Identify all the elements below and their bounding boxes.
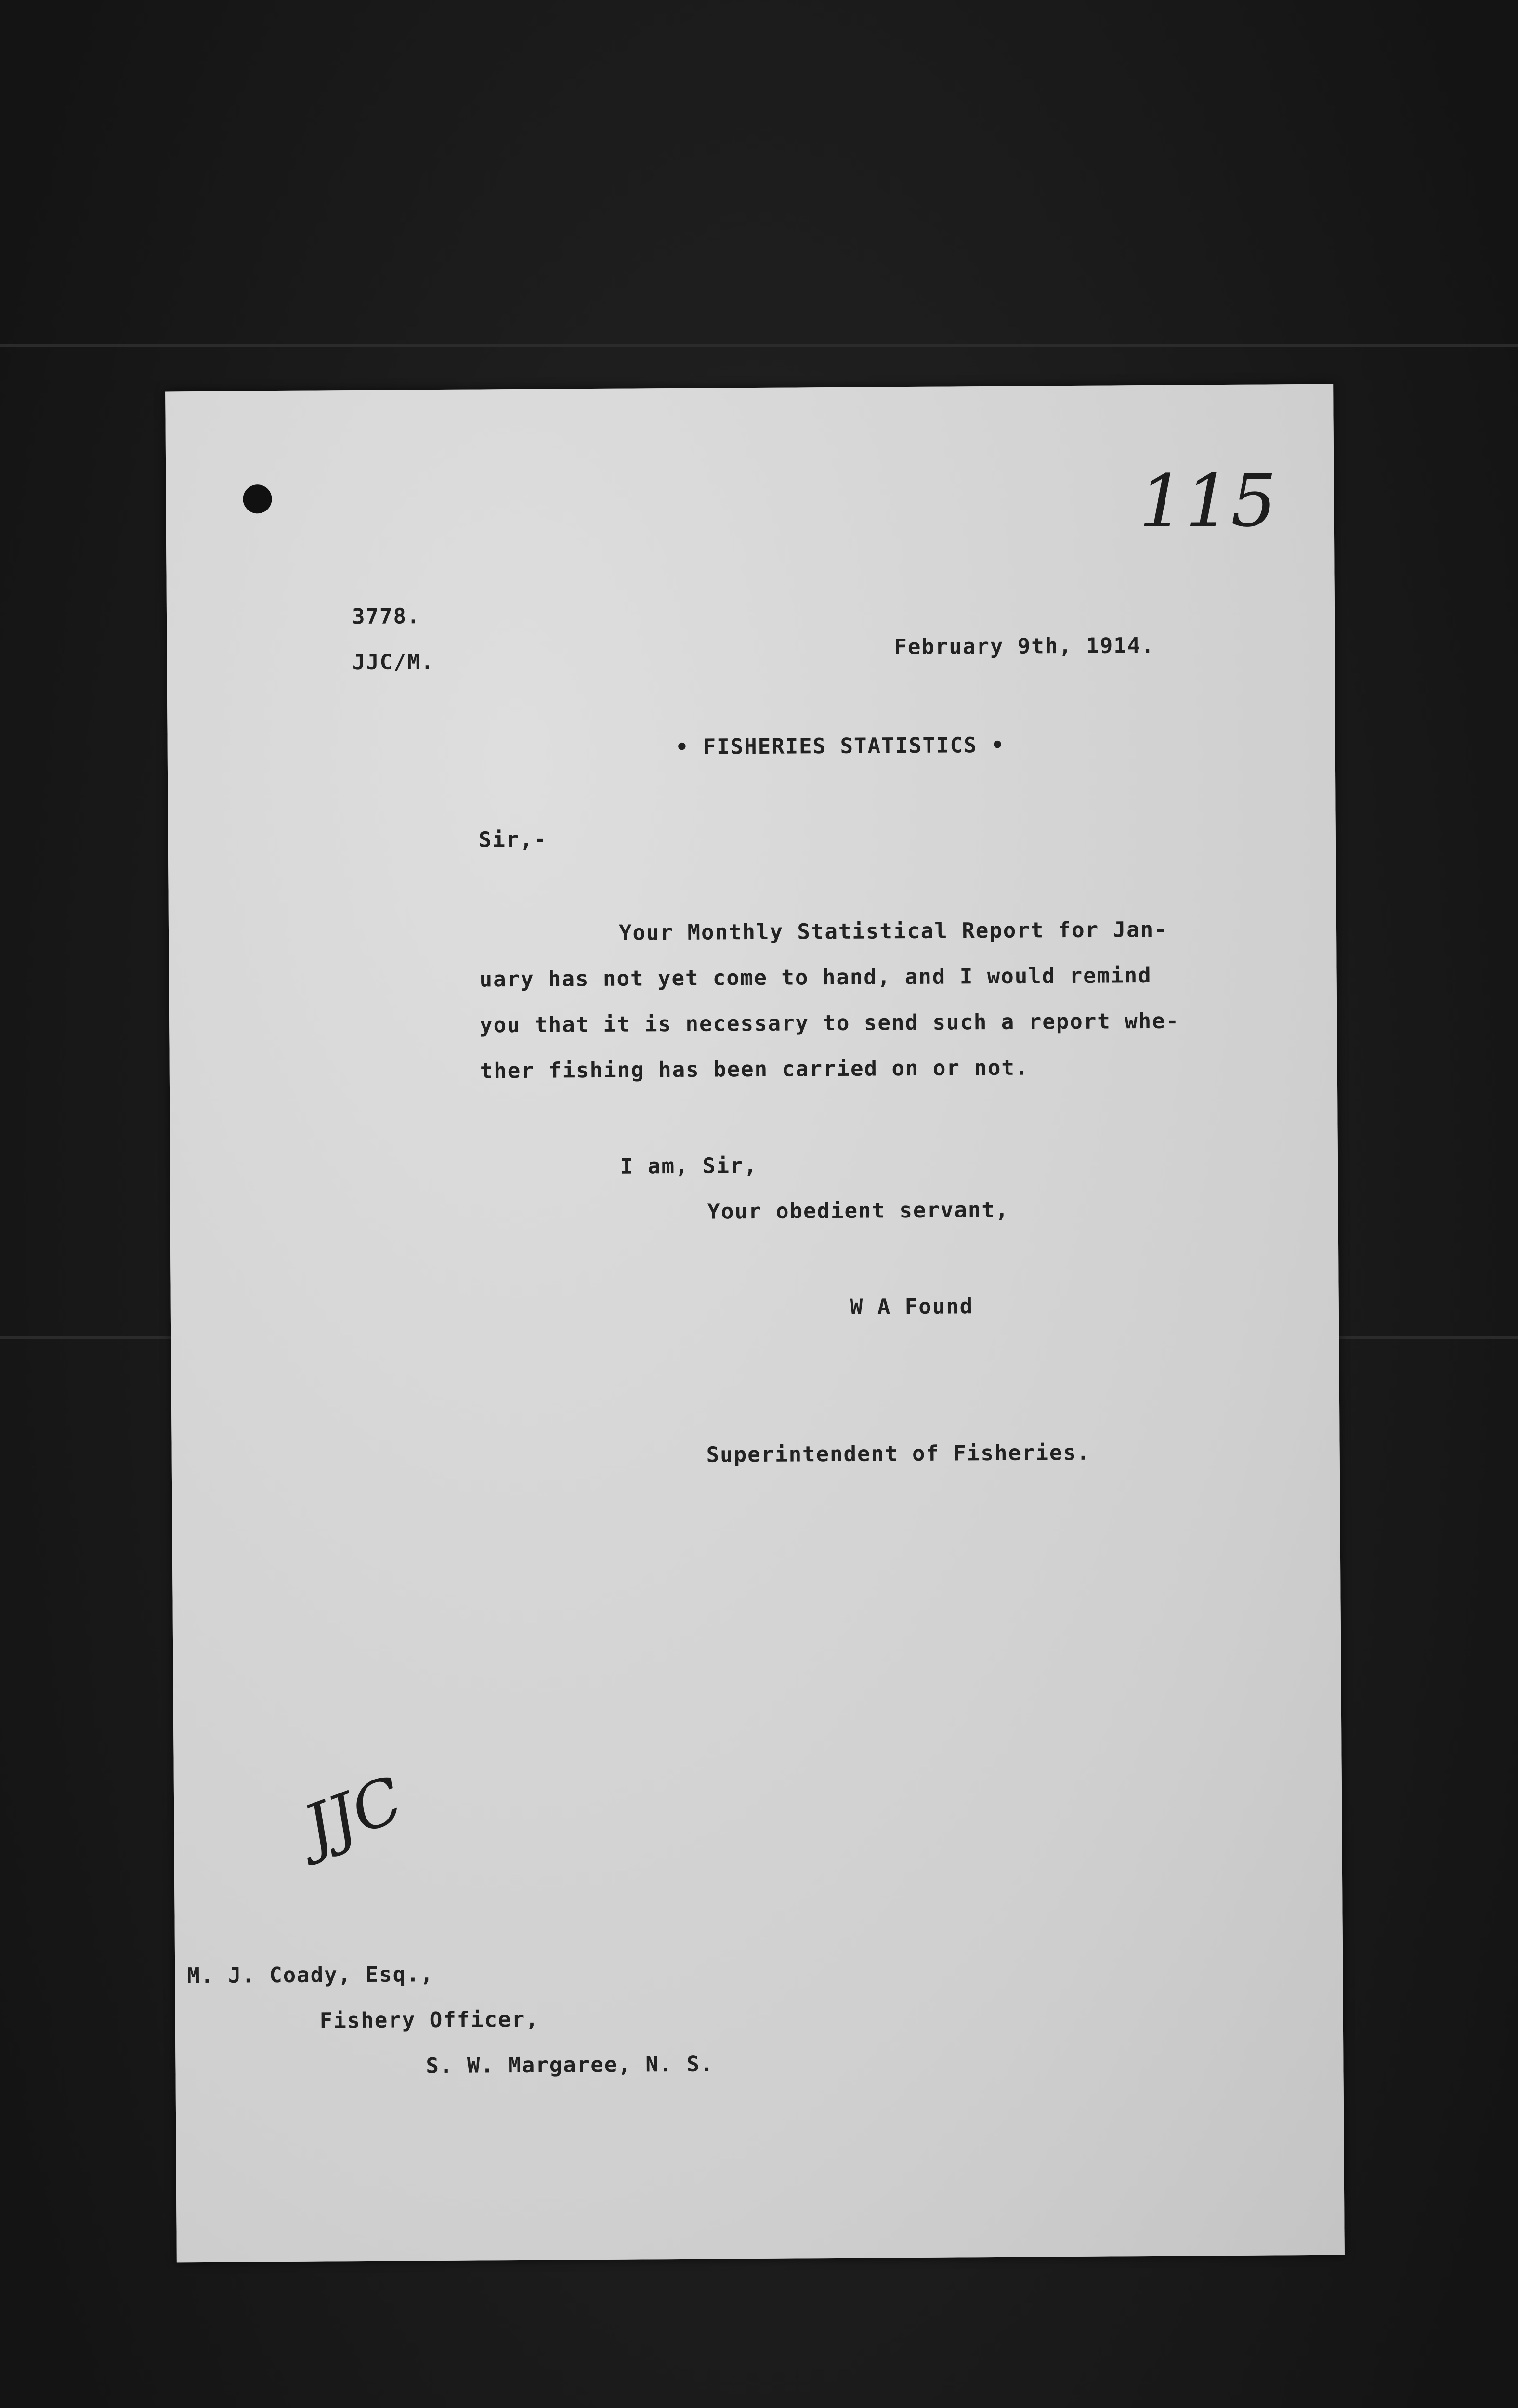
recipient-line: M. J. Coady, Esq., bbox=[187, 1962, 434, 1989]
handwritten-initials: JJC bbox=[294, 1762, 412, 1865]
salutation: Sir,- bbox=[478, 827, 548, 852]
letter-date: February 9th, 1914. bbox=[894, 633, 1155, 660]
folio-number: 115 bbox=[1138, 459, 1277, 544]
file-reference: 3778. bbox=[352, 604, 421, 629]
body-line: uary has not yet come to hand, and I would remind bbox=[479, 963, 1152, 992]
signature: W A Found bbox=[850, 1294, 974, 1320]
closing-line: I am, Sir, bbox=[620, 1153, 758, 1179]
body-line: you that it is necessary to send such a report whe- bbox=[480, 1008, 1180, 1038]
punch-hole bbox=[243, 484, 272, 513]
closing-line: Your obedient servant, bbox=[707, 1197, 1009, 1224]
film-frame-line-top bbox=[0, 344, 1518, 347]
signer-title: Superintendent of Fisheries. bbox=[706, 1440, 1091, 1467]
letter-page bbox=[165, 384, 1345, 2263]
letter-subject: • FISHERIES STATISTICS • bbox=[675, 733, 1005, 759]
body-line: ther fishing has been carried on or not. bbox=[480, 1055, 1029, 1084]
recipient-line: S. W. Margaree, N. S. bbox=[426, 2052, 714, 2079]
recipient-line: Fishery Officer, bbox=[319, 2007, 539, 2033]
typist-initials: JJC/M. bbox=[352, 650, 435, 675]
body-line: Your Monthly Statistical Report for Jan- bbox=[618, 917, 1168, 945]
